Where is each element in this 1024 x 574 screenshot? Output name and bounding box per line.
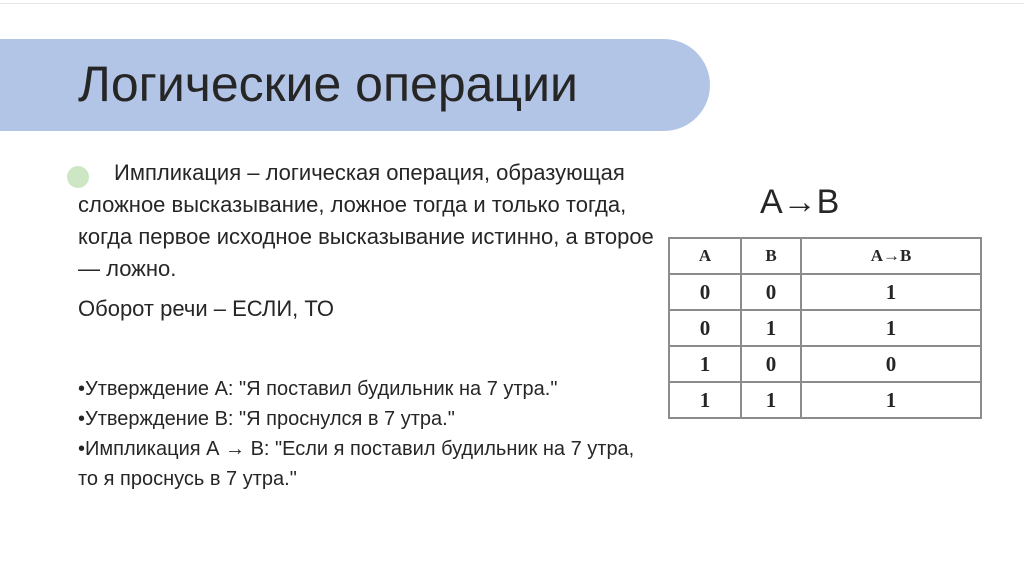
table-row bbox=[669, 274, 981, 310]
example-statement-a: •Утверждение А: "Я поставил будильник на 7 утра." bbox=[78, 378, 558, 400]
cell-a: 1 bbox=[669, 346, 741, 382]
cell-a: 0 bbox=[669, 310, 741, 346]
idiom-text: Оборот речи – ЕСЛИ, ТО bbox=[78, 296, 334, 321]
example-statement-b: •Утверждение В: "Я проснулся в 7 утра." bbox=[78, 408, 455, 430]
header-implication: A→B bbox=[801, 238, 981, 274]
slide-title: Логические операции bbox=[78, 56, 578, 112]
cell-a: 0 bbox=[669, 274, 741, 310]
table-row bbox=[669, 382, 981, 418]
cell-result: 1 bbox=[801, 310, 981, 346]
cell-b: 1 bbox=[741, 310, 801, 346]
table-row bbox=[669, 346, 981, 382]
cell-a: 1 bbox=[669, 382, 741, 418]
examples-list bbox=[78, 374, 638, 494]
cell-b: 1 bbox=[741, 382, 801, 418]
cell-result: 0 bbox=[801, 346, 981, 382]
body-content bbox=[78, 157, 668, 325]
cell-b: 0 bbox=[741, 274, 801, 310]
cell-result: 1 bbox=[801, 274, 981, 310]
implication-definition: Импликация – логическая операция, образующая сложное высказывание, ложное тогда и только тогда, когда первое исходное высказывание истинно, а второе — ложно. bbox=[78, 160, 654, 281]
table-row bbox=[669, 310, 981, 346]
top-divider bbox=[0, 3, 1024, 4]
example-implication: •Импликация А → В: "Если я поставил будильник на 7 утра, то я проснусь в 7 утра." bbox=[78, 438, 635, 490]
implication-formula: A→B bbox=[760, 183, 840, 221]
header-b: B bbox=[741, 238, 801, 274]
truth-table bbox=[668, 237, 982, 419]
truth-table-header-row bbox=[669, 238, 981, 274]
cell-result: 1 bbox=[801, 382, 981, 418]
cell-b: 0 bbox=[741, 346, 801, 382]
header-a: A bbox=[669, 238, 741, 274]
